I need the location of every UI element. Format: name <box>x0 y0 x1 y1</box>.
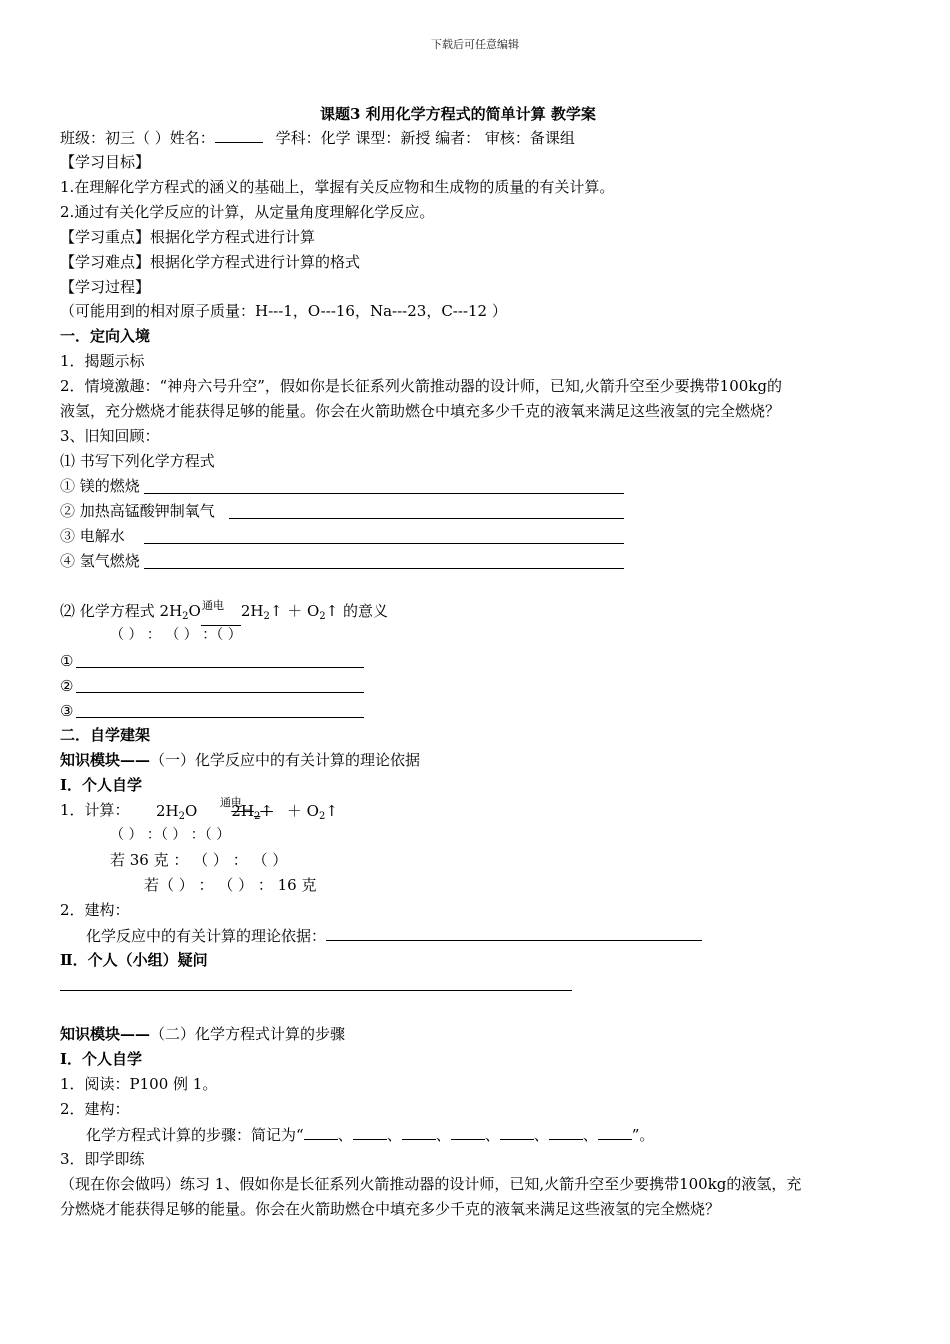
write-equations-prompt: ⑴ 书写下列化学方程式 <box>60 452 215 470</box>
calc-ratio-row: （ ） ：（ ） ：（ ） <box>110 827 231 843</box>
steps-line: 化学方程式计算的步骤：简记为“ 、 、 、 、 、 、 ”。 <box>86 1126 655 1144</box>
calc-equation: $2H_2O$ $2H_2↑$ ＋ $O_2↑$ <box>156 802 338 822</box>
s1-item-2b: 液氢，充分燃烧才能获得足够的能量。你会在火箭助燃仓中填充多少千克的液氧来满足这些液氢的完全燃烧？ <box>60 402 781 420</box>
practice-label: 3．即学即练 <box>60 1150 145 1168</box>
page-title: 课题3 利用化学方程式的简单计算 教学案 <box>320 105 596 123</box>
step-blank-2[interactable] <box>353 1124 387 1140</box>
eq-answer-line-1[interactable] <box>144 493 624 494</box>
step-blank-5[interactable] <box>500 1124 534 1140</box>
difficulty: 【学习难点】根据化学方程式进行计算的格式 <box>60 253 361 271</box>
meaning-line-3[interactable] <box>76 717 364 718</box>
calc-condition: 通电 <box>220 796 242 809</box>
meaning-ratio-row: （ ） ： （ ） ：（ ） <box>110 627 242 643</box>
subject-info: 学科：化学 课型：新授 编者： 审核：备课组 <box>275 129 575 147</box>
atomic-masses: （可能用到的相对原子质量：H---1，O---16，Na---23，C---12 ） <box>60 302 507 320</box>
read-item: 1．阅读：P100 例 1。 <box>60 1075 218 1093</box>
eq-answer-line-3[interactable] <box>144 543 624 544</box>
key-point: 【学习重点】根据化学方程式进行计算 <box>60 228 316 246</box>
calc-if-36: 若 36 克 ： （ ） ： （ ） <box>110 851 288 869</box>
goals-heading: 【学习目标】 <box>60 153 151 171</box>
build-2-label: 2．建构： <box>60 1100 130 1118</box>
step-blank-6[interactable] <box>549 1124 583 1140</box>
module-2-heading: 知识模块——（二）化学方程式计算的步骤 <box>60 1025 346 1043</box>
step-blank-4[interactable] <box>451 1124 485 1140</box>
eq-item-1: ① 镁的燃烧 <box>60 477 140 495</box>
goal-1: 1.在理解化学方程式的涵义的基础上，掌握有关反应物和生成物的质量的有关计算。 <box>60 178 615 196</box>
s1-item-1: 1．揭题示标 <box>60 352 145 370</box>
meaning-line-1[interactable] <box>76 667 364 668</box>
section-1-heading: 一．定向入境 <box>60 327 151 345</box>
step-blank-1[interactable] <box>304 1124 338 1140</box>
calc-label: 1．计算： <box>60 801 130 819</box>
module-1-heading: 知识模块——（一）化学反应中的有关计算的理论依据 <box>60 751 421 769</box>
name-label: 姓名： <box>169 129 215 147</box>
process-heading: 【学习过程】 <box>60 278 151 296</box>
s1-item-3: 3、旧知回顾： <box>60 427 160 445</box>
eq-item-4: ④ 氢气燃烧 <box>60 552 140 570</box>
question-heading: Ⅱ．个人（小组）疑问 <box>60 951 208 969</box>
step-blank-7[interactable] <box>598 1124 632 1140</box>
eq-answer-line-4[interactable] <box>144 568 624 569</box>
meaning-item-1: ① <box>60 652 74 670</box>
s1-item-2a: 2．情境激趣：“神舟六号升空”，假如你是长征系列火箭推动器的设计师，已知,火箭升空至少要携带100kg的 <box>60 377 782 395</box>
practice-text-b: 分燃烧才能获得足够的能量。你会在火箭助燃仓中填充多少千克的液氧来满足这些液氢的完全燃烧？ <box>60 1200 721 1218</box>
eq-item-2: ② 加热高锰酸钾制氧气 <box>60 502 215 520</box>
class-label: 班级：初三（ ） <box>60 129 170 147</box>
build-label: 2．建构： <box>60 901 130 919</box>
section-2-heading: 二．自学建架 <box>60 726 151 744</box>
practice-text-a: （现在你会做吗）练习 1、假如你是长征系列火箭推动器的设计师，已知,火箭升空至少要携带100kg的液氢，充 <box>60 1175 802 1193</box>
calc-if-16: 若（ ） ： （ ） ： 16 克 <box>144 876 317 894</box>
meaning-item-2: ② <box>60 677 74 695</box>
eq-item-3: ③ 电解水 <box>60 527 125 545</box>
basis-answer-line[interactable] <box>326 925 702 941</box>
info-line <box>60 127 575 148</box>
meaning-line-2[interactable] <box>76 692 364 693</box>
header-note: 下载后可任意编辑 <box>431 38 519 51</box>
meaning-equation: ⑵ 化学方程式 $2H_2O$ $2H_2↑$ ＋ $O_2↑$ 的意义 <box>60 600 388 622</box>
eq-answer-line-2[interactable] <box>229 518 624 519</box>
name-blank <box>215 127 263 143</box>
step-blank-3[interactable] <box>402 1124 436 1140</box>
goal-2: 2.通过有关化学反应的计算，从定量角度理解化学反应。 <box>60 203 435 221</box>
self-study-2: Ⅰ．个人自学 <box>60 1050 143 1068</box>
self-study-1: Ⅰ．个人自学 <box>60 776 143 794</box>
question-answer-line[interactable] <box>60 990 572 991</box>
build-basis: 化学反应中的有关计算的理论依据： <box>86 925 702 946</box>
meaning-condition: 通电 <box>202 599 224 612</box>
meaning-item-3: ③ <box>60 702 74 720</box>
